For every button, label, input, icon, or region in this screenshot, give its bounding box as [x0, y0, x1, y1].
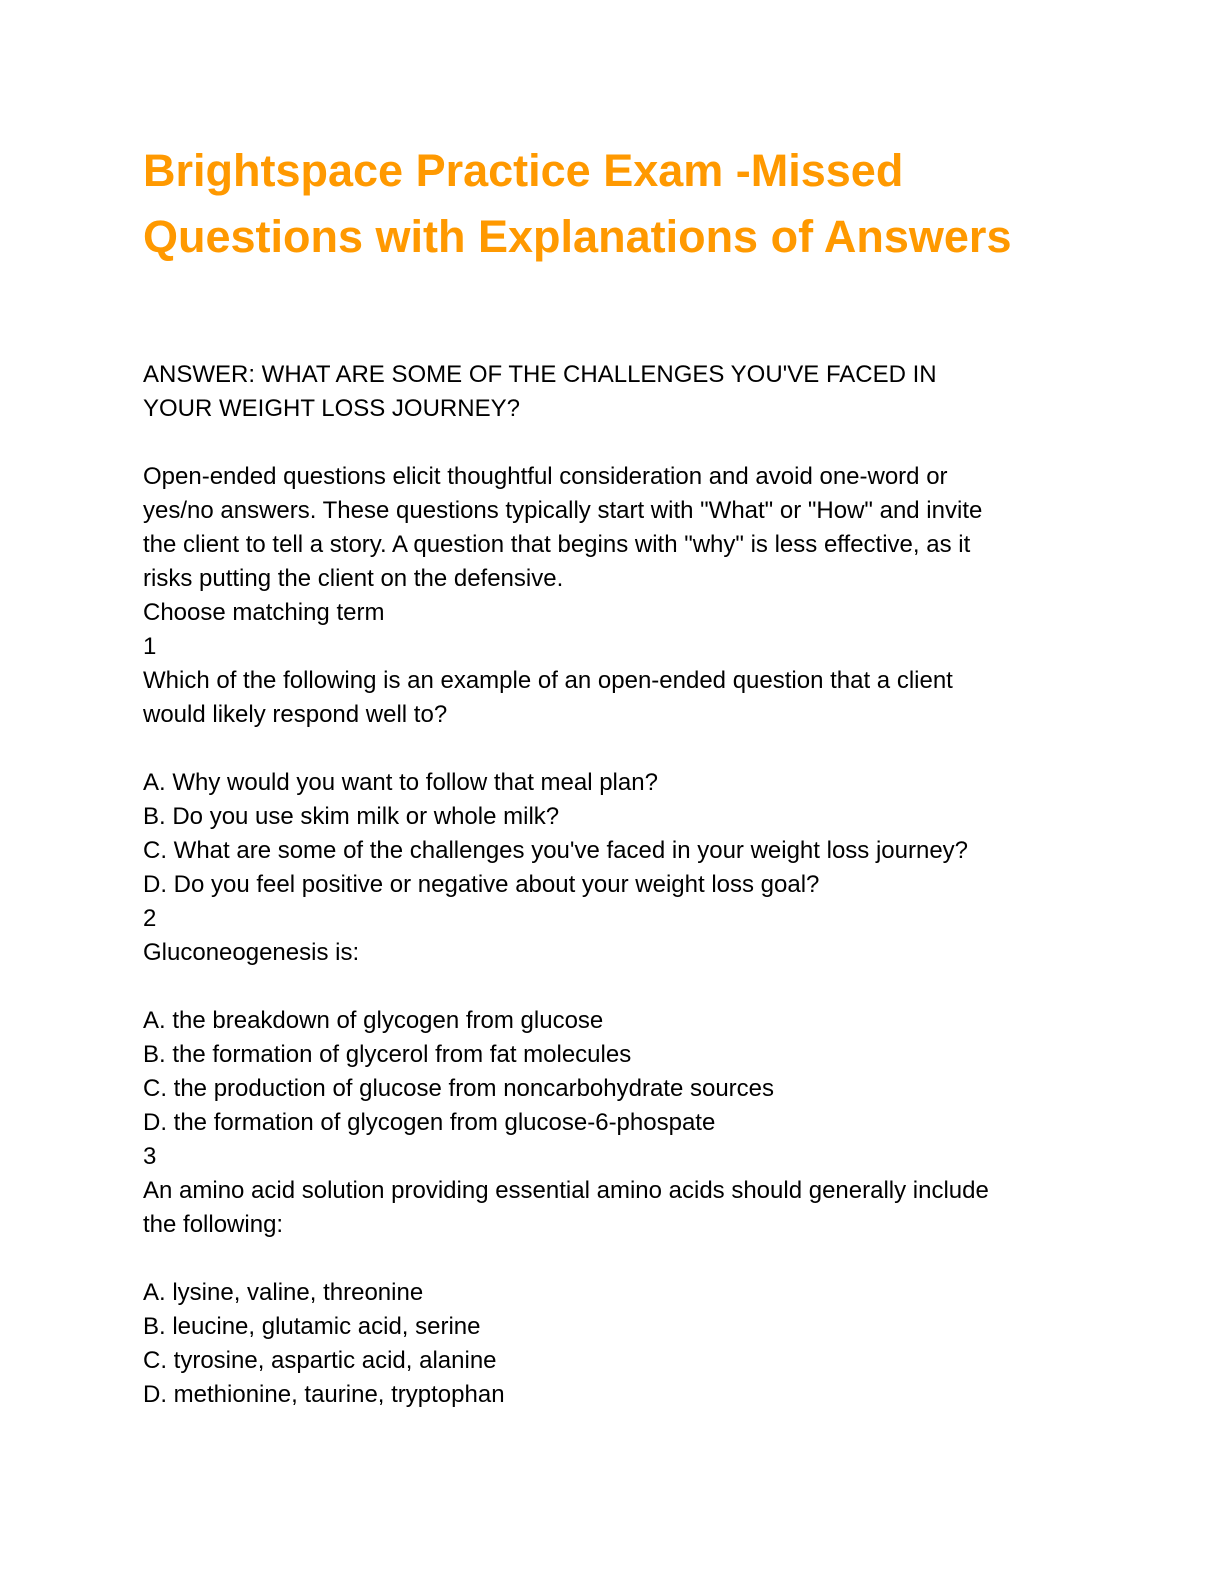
answer-option: B. leucine, glutamic acid, serine: [143, 1313, 481, 1340]
explanation-line: the client to tell a story. A question that begins with "why" is less effective, as it: [143, 531, 971, 558]
answer-heading: [143, 358, 1073, 426]
answer-line: YOUR WEIGHT LOSS JOURNEY?: [143, 395, 520, 422]
answer-option: C. the production of glucose from noncarbohydrate sources: [143, 1075, 775, 1102]
question-block: [143, 1140, 1073, 1412]
explanation-line: yes/no answers. These questions typically start with "What" or "How" and invite: [143, 497, 983, 524]
explanation-line: Open-ended questions elicit thoughtful consideration and avoid one-word or: [143, 463, 948, 490]
answer-option: D. methionine, taurine, tryptophan: [143, 1381, 505, 1408]
answer-option: B. the formation of glycerol from fat molecules: [143, 1041, 632, 1068]
question-number: 3: [143, 1143, 157, 1170]
document-title: [143, 138, 1073, 270]
document-page: [143, 138, 1073, 1412]
question-prompt-line: the following:: [143, 1211, 284, 1238]
instruction-text: Choose matching term: [143, 599, 385, 626]
question-prompt-line: Gluconeogenesis is:: [143, 939, 360, 966]
question-prompt-line: would likely respond well to?: [143, 701, 448, 728]
question-number: 1: [143, 633, 157, 660]
answer-option: B. Do you use skim milk or whole milk?: [143, 803, 560, 830]
title-line: Questions with Explanations of Answers: [143, 211, 1012, 262]
answer-line: ANSWER: WHAT ARE SOME OF THE CHALLENGES YOU'VE FACED IN: [143, 361, 937, 388]
question-prompt-line: Which of the following is an example of an open-ended question that a client: [143, 667, 953, 694]
question-prompt-line: An amino acid solution providing essential amino acids should generally include: [143, 1177, 989, 1204]
answer-option: A. lysine, valine, threonine: [143, 1279, 424, 1306]
title-line: Brightspace Practice Exam -Missed: [143, 145, 904, 196]
question-number: 2: [143, 905, 157, 932]
answer-option: C. What are some of the challenges you've faced in your weight loss journey?: [143, 837, 969, 864]
answer-option: A. Why would you want to follow that meal plan?: [143, 769, 658, 796]
question-block: [143, 902, 1073, 1140]
answer-option: A. the breakdown of glycogen from glucose: [143, 1007, 604, 1034]
explanation-paragraph: [143, 460, 1073, 596]
answer-option: C. tyrosine, aspartic acid, alanine: [143, 1347, 497, 1374]
question-block: [143, 630, 1073, 902]
answer-option: D. the formation of glycogen from glucose-6-phospate: [143, 1109, 716, 1136]
explanation-line: risks putting the client on the defensive.: [143, 565, 564, 592]
answer-option: D. Do you feel positive or negative about your weight loss goal?: [143, 871, 820, 898]
